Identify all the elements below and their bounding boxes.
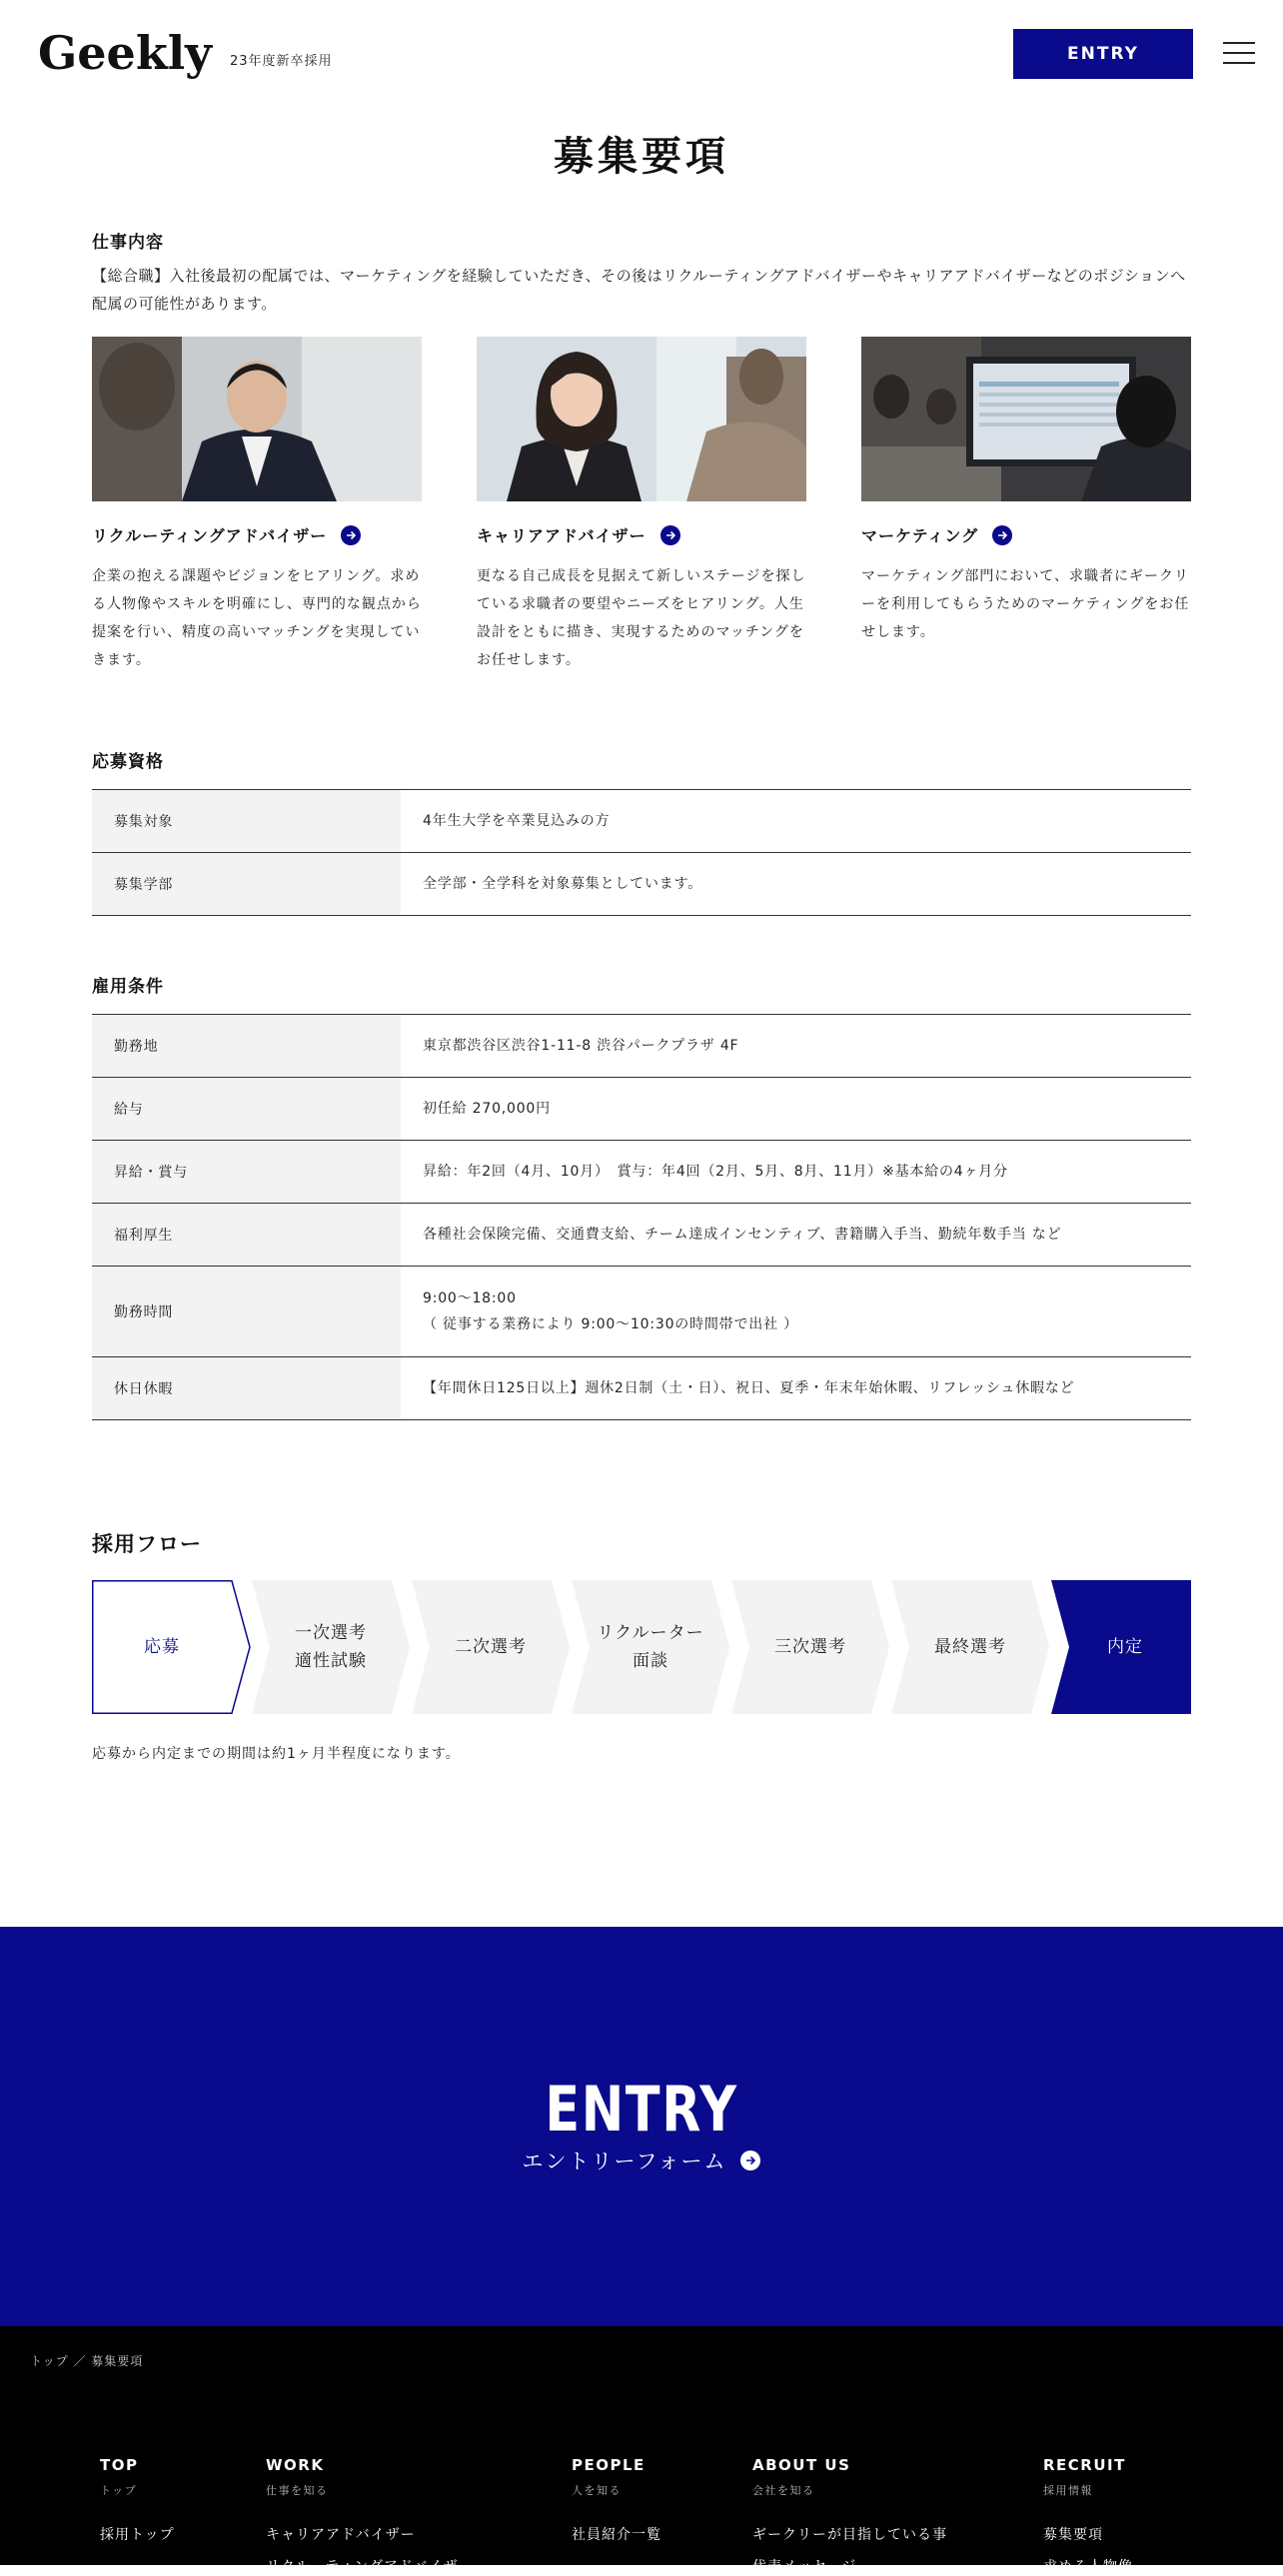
row-label: 募集対象 [92,790,401,852]
card-description: 更なる自己成長を見据えて新しいステージを探している求職者の要望やニーズをヒアリング。人生設計をともに描き、実現するためのマッチングをお任せします。 [477,568,806,668]
table-row [92,1015,1191,1078]
flow-step: 一次選考 適性試験 [295,1623,367,1671]
footer-column-title[interactable]: PEOPLE [572,2456,645,2474]
footer-column-subtitle: トップ [100,2484,138,2497]
row-label: 勤務時間 [92,1267,401,1356]
hamburger-menu-icon[interactable] [1223,40,1255,66]
flow-step: リクルーター 面談 [597,1623,704,1671]
job-card-career-advisor[interactable] [477,337,806,674]
row-label: 給与 [92,1078,401,1140]
footer-column-subtitle: 採用情報 [1043,2484,1093,2497]
row-value: 4年生大学を卒業見込みの方 [423,813,611,829]
breadcrumb[interactable]: トップ ／ 募集要項 [30,2354,144,2368]
entry-form-link[interactable] [0,2146,1283,2175]
job-lead: 【総合職】入社後最初の配属では、マーケティングを経験していただき、その後はリクルーティングアドバイザーやキャリアアドバイザーなどのポジションへ配属の可能性があります。 [92,267,1186,313]
row-value: 初任給 270,000円 [423,1101,551,1117]
row-label: 募集学部 [92,853,401,915]
table-row [92,1357,1191,1420]
qualifications-table [92,789,1191,916]
flow-step: 内定 [1107,1637,1143,1657]
table-row [92,1267,1191,1357]
card-title-text: キャリアアドバイザー [477,526,646,545]
flow-step: 二次選考 [455,1637,527,1657]
geekly-logo[interactable]: Geekly [38,26,212,80]
work-hours-text: 9:00〜18:00 [423,1290,517,1306]
footer-column-title[interactable]: WORK [266,2456,325,2474]
footer-link[interactable]: 求める人物像 [1043,2559,1133,2575]
table-row [92,1078,1191,1141]
career-advisor-photo [477,337,806,501]
card-description: 企業の抱える課題やビジョンをヒアリング。求める人物像やスキルを明確にし、専門的な観点から提案を行い、精度の高いマッチングを実現していきます。 [92,568,422,668]
footer-column-title[interactable]: RECRUIT [1043,2456,1126,2474]
row-value: 東京都渋谷区渋谷1-11-8 渋谷パークプラザ 4F [423,1038,739,1054]
footer-link[interactable]: 募集要項 [1043,2527,1103,2543]
recruitment-flow [92,1580,1191,1714]
footer-link[interactable]: ギークリーが目指している事 [752,2527,947,2543]
card-title[interactable] [92,523,422,546]
table-row [92,1141,1191,1204]
footer-link[interactable]: リクルーティングアドバイザー [266,2559,474,2575]
footer-column-people [572,2456,661,2544]
marketing-photo [861,337,1191,501]
footer-column-subtitle: 会社を知る [752,2484,815,2497]
row-value: 各種社会保険完備、交通費支給、チーム達成インセンティブ、書籍購入手当、勤続年数手当 など [423,1227,1062,1243]
footer-column-subtitle: 人を知る [572,2484,622,2497]
row-label: 休日休暇 [92,1357,401,1419]
row-value: 昇給：年2回（4月、10月） 賞与：年4回（2月、5月、8月、11月）※基本給の4ヶ月分 [423,1164,1008,1180]
table-row [92,853,1191,916]
flow-note: 応募から内定までの期間は約1ヶ月半程度になります。 [92,1746,461,1762]
flow-step: 応募 [144,1637,180,1657]
conditions-heading: 雇用条件 [92,977,164,997]
flow-heading: 採用フロー [92,1532,202,1556]
table-row [92,790,1191,853]
row-value: 【年間休日125日以上】週休2日制（土・日）、祝日、夏季・年末年始休暇、リフレッシュ休暇など [423,1380,1075,1396]
logo-subtitle: 23年度新卒採用 [230,54,333,69]
qualifications-heading: 応募資格 [92,752,164,772]
footer-link[interactable]: キャリアアドバイザー [266,2527,416,2543]
work-hours-note: （ 従事する業務により 9:00〜10:30の時間帯で出社 ） [423,1316,798,1332]
site-header [0,0,1283,110]
footer-link[interactable]: 社員紹介一覧 [572,2527,661,2543]
card-title[interactable] [477,523,806,546]
flow-step: 三次選考 [774,1637,846,1657]
row-value: 全学部・全学科を対象募集としています。 [423,876,703,892]
arrow-right-icon[interactable] [992,525,1012,545]
row-label: 福利厚生 [92,1204,401,1266]
footer-column-about [752,2456,947,2576]
card-title[interactable] [861,523,1191,546]
footer-link[interactable]: 代表メッセージ [752,2559,857,2575]
page-title: 募集要項 [554,133,729,180]
job-card-recruiting-advisor[interactable] [92,337,422,674]
card-title-text: リクルーティングアドバイザー [92,526,328,545]
row-label: 昇給・賞与 [92,1141,401,1203]
footer-column-title[interactable]: ABOUT US [752,2456,851,2474]
arrow-right-icon[interactable] [660,525,680,545]
arrow-right-icon[interactable] [341,525,361,545]
site-footer [0,2326,1283,2575]
row-value [401,1267,1191,1356]
footer-column-top [100,2456,175,2544]
footer-column-subtitle: 仕事を知る [266,2484,329,2497]
flow-step: 最終選考 [934,1637,1006,1657]
row-label: 勤務地 [92,1015,401,1077]
job-heading: 仕事内容 [92,233,164,253]
entry-banner-title[interactable]: ENTRY [545,2073,738,2146]
recruiting-advisor-photo [92,337,422,501]
footer-column-work [266,2456,474,2576]
card-title-text: マーケティング [861,526,979,545]
footer-link[interactable]: 採用トップ [100,2527,175,2543]
footer-column-title[interactable]: TOP [100,2456,139,2474]
conditions-table [92,1014,1191,1420]
table-row [92,1204,1191,1267]
card-description: マーケティング部門において、求職者にギークリーを利用してもらうためのマーケティングをお任せします。 [861,568,1190,640]
entry-button[interactable]: ENTRY [1013,29,1193,79]
footer-column-recruit [1043,2456,1133,2576]
entry-form-label: エントリーフォーム [522,2149,727,2173]
job-card-marketing[interactable] [861,337,1191,646]
arrow-right-icon [740,2150,760,2170]
